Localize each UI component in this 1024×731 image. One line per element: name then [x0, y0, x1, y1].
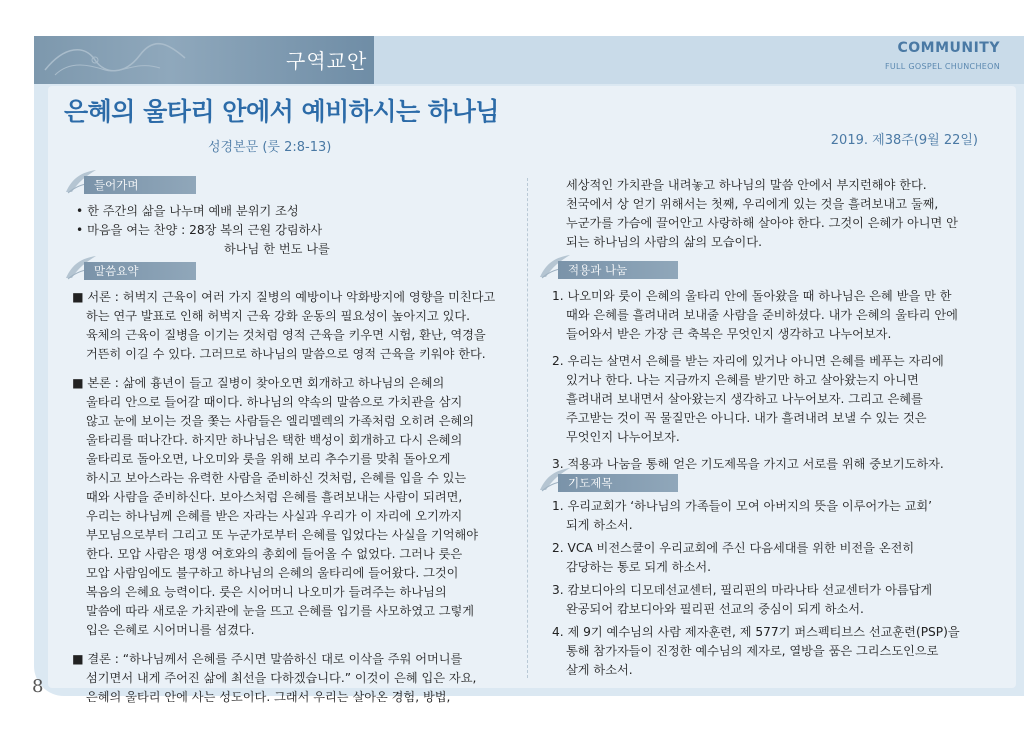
application-list — [552, 287, 1002, 474]
scripture-reference: 성경본문 (룻 2:8-13) — [208, 140, 332, 155]
list-item — [552, 581, 1002, 619]
text-line: 무엇인지 나누어보자. — [566, 430, 680, 444]
text-line: 말씀에 따라 새로운 가치관에 눈을 뜨고 은혜를 입기를 사모하였고 그렇게 — [86, 604, 475, 618]
text-line: 주고받는 것이 꼭 물질만은 아니다. 내가 흘려내려 보낼 수 있는 것은 — [566, 411, 927, 425]
intro-item: • 마음을 여는 찬양 : 28장 복의 근원 강림하사 — [76, 223, 323, 237]
date-label: 2019. 제38주(9월 22일) — [830, 133, 978, 148]
section-title: 구역교안 — [286, 49, 368, 73]
text-line: 들어와서 받은 가장 큰 축복은 무엇인지 생각하고 나누어보자. — [566, 327, 892, 341]
text-line: 입은 은혜로 시어머니를 섬겼다. — [86, 623, 255, 637]
text-line: 1. 나오미와 룻이 은혜의 울타리 안에 돌아왔을 때 하나님은 은혜 받을 만 한 — [552, 289, 952, 303]
text-line: 한다. 모압 사람은 평생 여호와의 총회에 들어올 수 없었다. 그러나 룻은 — [86, 547, 463, 561]
text-line: 때와 사람을 준비하신다. 보아스처럼 은혜를 흘려보내는 사람이 되려면, — [86, 490, 463, 504]
intro-heading-label: 들어가며 — [84, 176, 196, 194]
text-line: 살게 하소서. — [566, 663, 633, 677]
text-line: 누군가를 가슴에 끌어안고 사랑하해 살아야 한다. 그것이 은혜가 아니면 안 — [566, 216, 958, 230]
text-line: 울타리로 돌아오면, 나오미와 룻을 위해 보리 추수기를 맞춰 돌아오게 — [86, 452, 451, 466]
text-line: 하는 연구 발표로 인해 허벅지 근육 강화 운동의 필요성이 높아지고 있다. — [86, 309, 471, 323]
text-line: 천국에서 상 얻기 위해서는 첫째, 우리에게 있는 것을 흘려보내고 둘째, — [566, 197, 939, 211]
page-title: 은혜의 울타리 안에서 예비하시는 하나님 — [64, 97, 499, 126]
list-item — [552, 455, 1002, 474]
decorative-swirl-icon — [40, 40, 190, 80]
list-item — [552, 352, 1002, 447]
text-line: ■ 서론 : 허벅지 근육이 여러 가지 질병의 예방이나 악화방지에 영향을 미친다고 — [72, 290, 496, 304]
prayer-heading-label: 기도제목 — [558, 474, 678, 492]
text-line: 완공되어 캄보디아와 필리핀 선교의 중심이 되게 하소서. — [566, 602, 864, 616]
text-line: 세상적인 가치관을 내려놓고 하나님의 말씀 안에서 부지런해야 한다. — [566, 178, 927, 192]
text-line: 모압 사람임에도 불구하고 하나님의 은혜의 울타리에 들어왔다. 그것이 — [86, 566, 459, 580]
text-line: 감당하는 통로 되게 하소서. — [566, 560, 712, 574]
text-line: 않고 눈에 보이는 것을 쫓는 사람들은 엘리멜렉의 가족처럼 오히려 은혜의 — [86, 414, 475, 428]
continuation-text — [566, 176, 996, 252]
text-line: 2. VCA 비전스쿨이 우리교회에 주신 다음세대를 위한 비전을 온전히 — [552, 541, 915, 555]
intro-item: • 한 주간의 삶을 나누며 예배 분위기 조성 — [76, 204, 299, 218]
text-line: 3. 캄보디아의 디모데선교센터, 필리핀의 마라나타 선교센터가 아름답게 — [552, 583, 933, 597]
text-line: 은혜의 울타리 안에 사는 성도이다. 그래서 우리는 살아온 경험, 방법, — [86, 690, 451, 704]
summary-body — [72, 288, 522, 707]
text-line: 되는 하나님의 사람의 삶의 모습이다. — [566, 235, 762, 249]
text-line: 부모님으로부터 그리고 또 누군가로부터 은혜를 입었다는 사실을 기억해야 — [86, 528, 479, 542]
text-line: 거뜬히 이길 수 있다. 그러므로 하나님의 말씀으로 영적 근육을 키워야 한다. — [86, 347, 486, 361]
summary-conclusion-paragraph — [72, 650, 522, 707]
text-line: ■ 본론 : 삶에 흉년이 들고 질병이 찾아오면 회개하고 하나님의 은혜의 — [72, 376, 445, 390]
church-name: FULL GOSPEL CHUNCHEON — [884, 62, 1000, 71]
text-line: 때와 은혜를 흘려내려 보내줄 사람을 준비하셨다. 내가 은혜의 울타리 안에 — [566, 308, 958, 322]
intro-list — [76, 202, 516, 259]
list-item — [552, 287, 1002, 344]
text-line: 섬기면서 내게 주어진 삶에 최선을 다하겠습니다.” 이것이 은혜 입은 자요, — [86, 671, 477, 685]
text-line: 2. 우리는 살면서 은혜를 받는 자리에 있거나 아니면 은혜를 베푸는 자리에 — [552, 354, 944, 368]
list-item — [552, 497, 1002, 535]
page-number: 8 — [32, 676, 44, 697]
text-line: 흘려내려 보내면서 살아왔는지 생각하고 나누어보자. 그리고 은혜를 — [566, 392, 923, 406]
column-divider — [527, 178, 528, 678]
text-line: 3. 적용과 나눔을 통해 얻은 기도제목을 가지고 서로를 위해 중보기도하자. — [552, 457, 944, 471]
text-line: ■ 결론 : “하나님께서 은혜를 주시면 말씀하신 대로 이삭을 주워 어머니를 — [72, 652, 463, 666]
text-line: 복음의 은혜요 능력이다. 룻은 시어머니 나오미가 들려주는 하나님의 — [86, 585, 447, 599]
community-label: COMMUNITY — [897, 40, 1000, 56]
text-line: 있거나 한다. 나는 지금까지 은혜를 받기만 하고 살아왔는지 아니면 — [566, 373, 919, 387]
prayer-list — [552, 497, 1002, 680]
text-line: 통해 참가자들이 진정한 예수님의 제자로, 열방을 품은 그리스도인으로 — [566, 644, 939, 658]
text-line: 1. 우리교회가 ‘하나님의 가족들이 모여 아버지의 뜻을 이루어가는 교회’ — [552, 499, 933, 513]
text-line: 4. 제 9기 예수님의 사람 제자훈련, 제 577기 퍼스펙티브스 선교훈련(PSP)을 — [552, 625, 960, 639]
application-heading-label: 적용과 나눔 — [558, 261, 678, 279]
list-item — [552, 539, 1002, 577]
text-line: 우리는 하나님께 은혜를 받은 자라는 사실과 우리가 이 자리에 오기까지 — [86, 509, 463, 523]
list-item — [552, 623, 1002, 680]
text-line: 하시고 보아스라는 유력한 사람을 준비하신 것처럼, 은혜를 입을 수 있는 — [86, 471, 467, 485]
intro-item: 하나님 한 번도 나를 — [224, 242, 330, 256]
summary-heading-label: 말씀요약 — [84, 262, 196, 280]
summary-intro-paragraph — [72, 288, 522, 364]
text-line: 육체의 근육이 질병을 이기는 것처럼 영적 근육을 키우면 시험, 환난, 역경을 — [86, 328, 486, 342]
text-line: 울타리 안으로 들어갈 때이다. 하나님의 약속의 말씀으로 가치관을 삼지 — [86, 395, 463, 409]
text-line: 되게 하소서. — [566, 518, 633, 532]
summary-main-paragraph — [72, 374, 522, 640]
text-line: 울타리를 떠나간다. 하지만 하나님은 택한 백성이 회개하고 다시 은혜의 — [86, 433, 463, 447]
